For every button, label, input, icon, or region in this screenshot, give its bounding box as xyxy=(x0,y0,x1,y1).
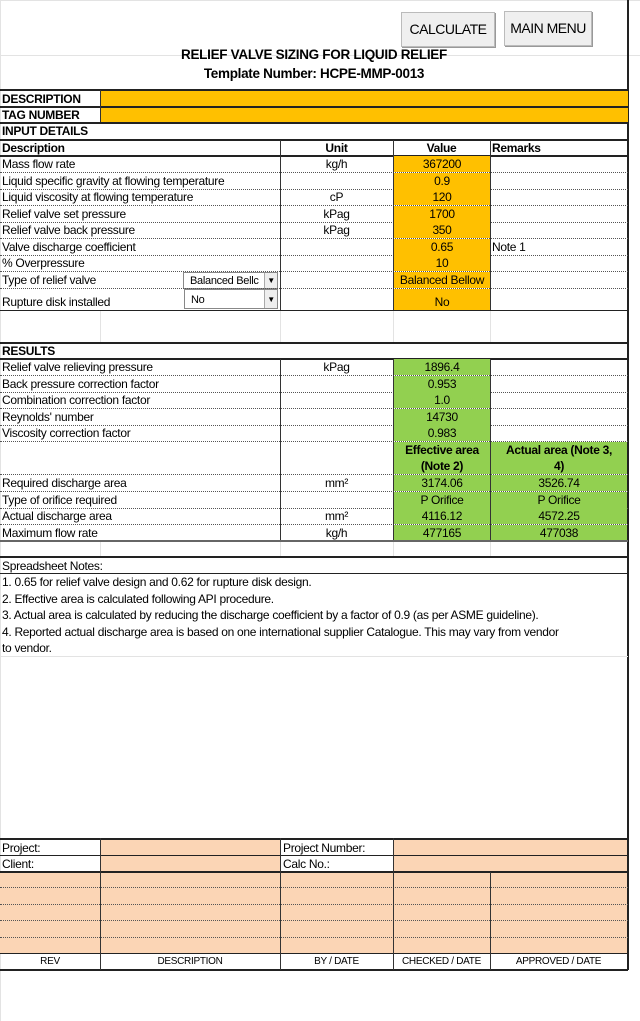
actual-area-header-line2: 4) xyxy=(553,459,565,473)
effective-area-header xyxy=(394,442,490,474)
note-item: 3. Actual area is calculated by reducing the discharge coefficient by a factor of 0.9 (as per ASME guideline). xyxy=(2,608,539,622)
project-number-label: Project Number: xyxy=(283,841,366,855)
revision-col-header: DESCRIPTION xyxy=(157,956,223,967)
result-row-value: 1.0 xyxy=(394,392,490,408)
col-header-remarks: Remarks xyxy=(492,141,541,155)
area-row-unit: mm² xyxy=(324,509,349,523)
template-number: Template Number: HCPE-MMP-0013 xyxy=(203,66,425,81)
effective-area-header-line1: Effective area xyxy=(405,443,479,457)
input-details-heading: INPUT DETAILS xyxy=(2,124,88,138)
input-row-label: Mass flow rate xyxy=(2,157,76,171)
client-input[interactable] xyxy=(101,856,280,871)
note-item: to vendor. xyxy=(2,641,52,655)
input-row-label: Valve discharge coefficient xyxy=(2,239,136,254)
input-row-unit: kPag xyxy=(323,206,350,221)
right-border xyxy=(627,0,629,970)
input-row-value[interactable]: 1700 xyxy=(394,206,490,222)
input-row-value[interactable]: 0.65 xyxy=(394,239,490,255)
result-row-value: 14730 xyxy=(394,409,490,425)
result-row-label: Relief valve relieving pressure xyxy=(2,360,153,374)
note-item: 2. Effective area is calculated following API procedure. xyxy=(2,591,274,606)
notes-title: Spreadsheet Notes: xyxy=(2,559,103,573)
result-row-value: 1896.4 xyxy=(394,359,490,375)
area-row-effective: 477165 xyxy=(394,525,490,541)
area-row-actual: 3526.74 xyxy=(491,475,627,491)
input-row-label: Relief valve back pressure xyxy=(2,223,135,237)
tag-number-label: TAG NUMBER xyxy=(2,108,80,122)
actual-area-header-line1: Actual area (Note 3, xyxy=(505,443,613,457)
description-label: DESCRIPTION xyxy=(2,92,81,106)
project-label: Project: xyxy=(2,841,41,855)
chevron-down-icon: ▼ xyxy=(264,290,277,308)
client-label: Client: xyxy=(2,857,34,871)
rupture-disk-dropdown[interactable] xyxy=(184,289,278,309)
area-row-effective: 3174.06 xyxy=(394,475,490,491)
area-row-actual: 4572.25 xyxy=(491,508,627,524)
col-header-unit: Unit xyxy=(325,141,348,155)
description-input[interactable] xyxy=(101,91,628,106)
area-row-label: Maximum flow rate xyxy=(2,525,98,540)
valve-type-dropdown-value: Balanced Bellc xyxy=(190,275,259,287)
result-row-label: Viscosity correction factor xyxy=(2,426,131,440)
area-row-label: Required discharge area xyxy=(2,476,127,490)
area-row-effective: 4116.12 xyxy=(394,508,490,524)
project-input[interactable] xyxy=(101,840,280,855)
rupture-disk-dropdown-value: No xyxy=(191,294,205,306)
calc-no-label: Calc No.: xyxy=(283,857,330,871)
main-menu-button[interactable]: MAIN MENU xyxy=(504,11,592,46)
input-row-value[interactable]: 120 xyxy=(394,189,490,205)
input-row-unit: kPag xyxy=(323,223,350,237)
input-row-value[interactable]: 367200 xyxy=(394,156,490,172)
calc-no-input[interactable] xyxy=(394,856,627,871)
tag-number-input[interactable] xyxy=(101,108,628,122)
revision-col-header: REV xyxy=(40,956,60,967)
actual-area-header xyxy=(491,442,627,474)
input-row-unit: cP xyxy=(329,190,344,204)
note-item: 4. Reported actual discharge area is based on one international supplier Catalogue. This may vary from vendor xyxy=(2,624,559,639)
revision-table[interactable] xyxy=(0,873,627,953)
input-row-value[interactable]: 10 xyxy=(394,255,490,271)
col-header-value: Value xyxy=(426,141,457,155)
sheet-border xyxy=(0,0,640,1)
result-row-label: Back pressure correction factor xyxy=(2,376,159,391)
area-row-label: Type of orifice required xyxy=(2,492,117,507)
revision-col-header: APPROVED / DATE xyxy=(515,956,602,967)
rupture-disk-label: Rupture disk installed xyxy=(2,295,111,309)
rupture-disk-value: No xyxy=(394,289,490,310)
area-row-actual: P Orifice xyxy=(491,492,627,508)
valve-type-label: Type of relief valve xyxy=(2,273,97,287)
result-row-value: 0.953 xyxy=(394,376,490,392)
effective-area-header-line2: (Note 2) xyxy=(420,459,464,473)
result-row-label: Combination correction factor xyxy=(2,393,151,407)
input-row-value[interactable]: 350 xyxy=(394,222,490,238)
revision-col-header: BY / DATE xyxy=(314,956,359,967)
input-row-label: % Overpressure xyxy=(2,256,85,270)
area-row-label: Actual discharge area xyxy=(2,509,112,523)
note-item: 1. 0.65 for relief valve design and 0.62 for rupture disk design. xyxy=(2,575,312,589)
input-row-unit: kg/h xyxy=(325,157,348,171)
revision-col-header: CHECKED / DATE xyxy=(402,956,481,967)
col-header-description: Description xyxy=(2,141,65,155)
input-row-label: Relief valve set pressure xyxy=(2,206,126,221)
chevron-down-icon: ▼ xyxy=(264,273,277,288)
valve-type-dropdown[interactable] xyxy=(183,272,278,289)
result-row-label: Reynolds' number xyxy=(2,409,94,424)
input-row-label: Liquid viscosity at flowing temperature xyxy=(2,190,194,204)
results-heading: RESULTS xyxy=(2,344,56,358)
valve-type-value: Balanced Bellow xyxy=(394,272,490,288)
area-row-actual: 477038 xyxy=(491,525,627,541)
result-row-value: 0.983 xyxy=(394,425,490,441)
input-row-remark: Note 1 xyxy=(492,239,526,254)
calculate-button[interactable]: CALCULATE xyxy=(401,12,495,47)
result-row-unit: kPag xyxy=(323,360,350,374)
input-row-label: Liquid specific gravity at flowing temperature xyxy=(2,173,225,188)
area-row-unit: mm² xyxy=(324,476,349,490)
area-row-effective: P Orifice xyxy=(394,492,490,508)
project-number-input[interactable] xyxy=(394,840,627,855)
area-row-unit: kg/h xyxy=(325,525,348,540)
page-title: RELIEF VALVE SIZING FOR LIQUID RELIEF xyxy=(181,47,447,62)
input-row-value[interactable]: 0.9 xyxy=(394,173,490,189)
